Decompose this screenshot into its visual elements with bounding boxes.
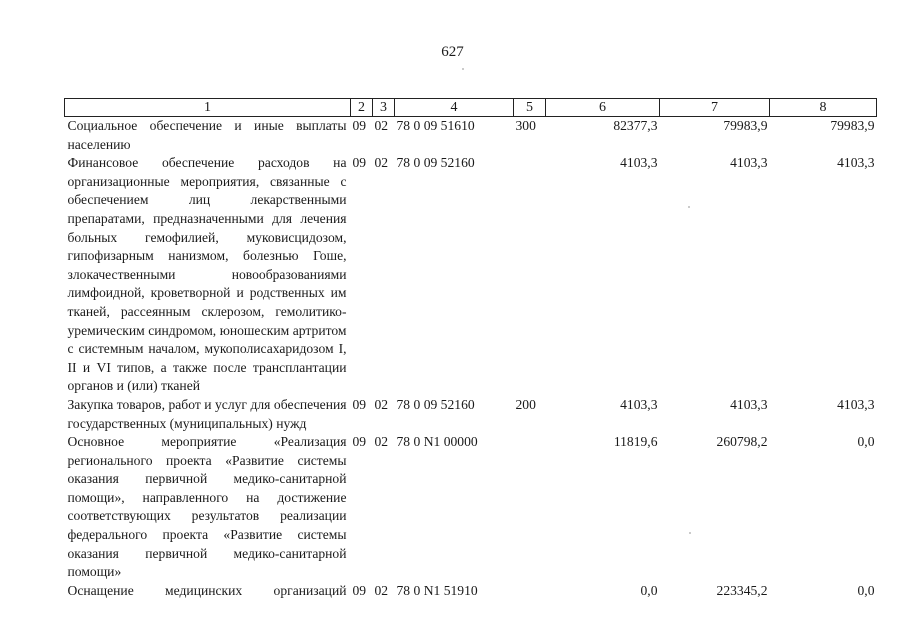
table-row [65,154,877,396]
row-name: Основное мероприятие «Реализация регионального проекта «Развитие системы оказания первичной медико-санитарной помощи», направленного на достижение соответствующих результатов реализации федерального проекта «Развитие системы оказания первичной медико-санитарной помощи» [67,434,347,580]
table-row [65,582,877,601]
row-amount-1: 0,0 [640,582,658,598]
row-target-code: 78 0 09 52160 [396,155,475,171]
row-section: 09 [352,155,367,171]
row-amount-2: 79983,9 [723,118,768,133]
row-target-code: 78 0 N1 00000 [396,434,478,450]
scan-speck [688,206,690,208]
row-expense-type [514,154,546,396]
row-amount-1: 82377,3 [613,118,658,133]
row-target-code: 78 0 N1 51910 [396,582,478,598]
scan-speck [462,68,464,70]
row-name: Социальное обеспечение и иные выплаты населению [67,118,347,152]
row-amount-2: 260798,2 [716,434,768,450]
row-expense-type: 300 [515,118,536,133]
row-section: 09 [352,582,367,598]
row-section: 09 [352,118,367,133]
header-col-3: 3 [373,99,395,117]
row-name: Финансовое обеспечение расходов на организационные мероприятия, связанные с обеспечением лиц лекарственными препаратами, предназначенными для лечения больных гемофилией, муковисцидозом, гипофизарным нанизмом, болезнью Гоше, злокачественными новообразованиями лимфоидной, кроветворной и родственных им тканей, рассеянным склерозом, гемолитико-уремическим синдромом, юношеским артритом с системным началом, мукополисахаридозом I, II и VI типов, а также после трансплантации органов и (или) тканей [67,155,347,394]
page-number: 627 [441,44,464,60]
table-row [65,433,877,582]
header-col-6: 6 [546,99,660,117]
row-subsection: 02 [374,155,389,171]
table-row [65,396,877,433]
row-amount-3: 0,0 [857,434,875,450]
row-amount-1: 11819,6 [613,434,658,450]
table-row [65,117,877,155]
header-col-4: 4 [395,99,514,117]
row-subsection: 02 [374,582,389,598]
row-amount-1: 4103,3 [620,396,658,412]
header-col-8: 8 [770,99,877,117]
row-subsection: 02 [374,396,389,412]
row-amount-2: 4103,3 [730,396,768,412]
budget-table [64,98,877,600]
header-col-1: 1 [65,99,351,117]
header-col-5: 5 [514,99,546,117]
row-subsection: 02 [374,118,389,133]
row-amount-3: 4103,3 [837,155,875,171]
row-expense-type [514,433,546,582]
row-target-code: 78 0 09 51610 [396,118,475,133]
row-target-code: 78 0 09 52160 [396,396,475,412]
row-expense-type [514,582,546,601]
row-section: 09 [352,396,367,412]
table-header [65,99,877,117]
scan-speck [689,532,691,534]
row-expense-type: 200 [515,396,536,412]
row-section: 09 [352,434,367,450]
row-amount-2: 4103,3 [730,155,768,171]
row-amount-1: 4103,3 [620,155,658,171]
row-amount-2: 223345,2 [716,582,768,598]
header-col-7: 7 [660,99,770,117]
row-name: Закупка товаров, работ и услуг для обеспечения государственных (муниципальных) нужд [67,396,347,431]
row-amount-3: 79983,9 [830,118,875,133]
row-amount-3: 4103,3 [837,396,875,412]
row-name: Оснащение медицинских организаций [67,582,347,598]
row-amount-3: 0,0 [857,582,875,598]
row-subsection: 02 [374,434,389,450]
header-col-2: 2 [351,99,373,117]
